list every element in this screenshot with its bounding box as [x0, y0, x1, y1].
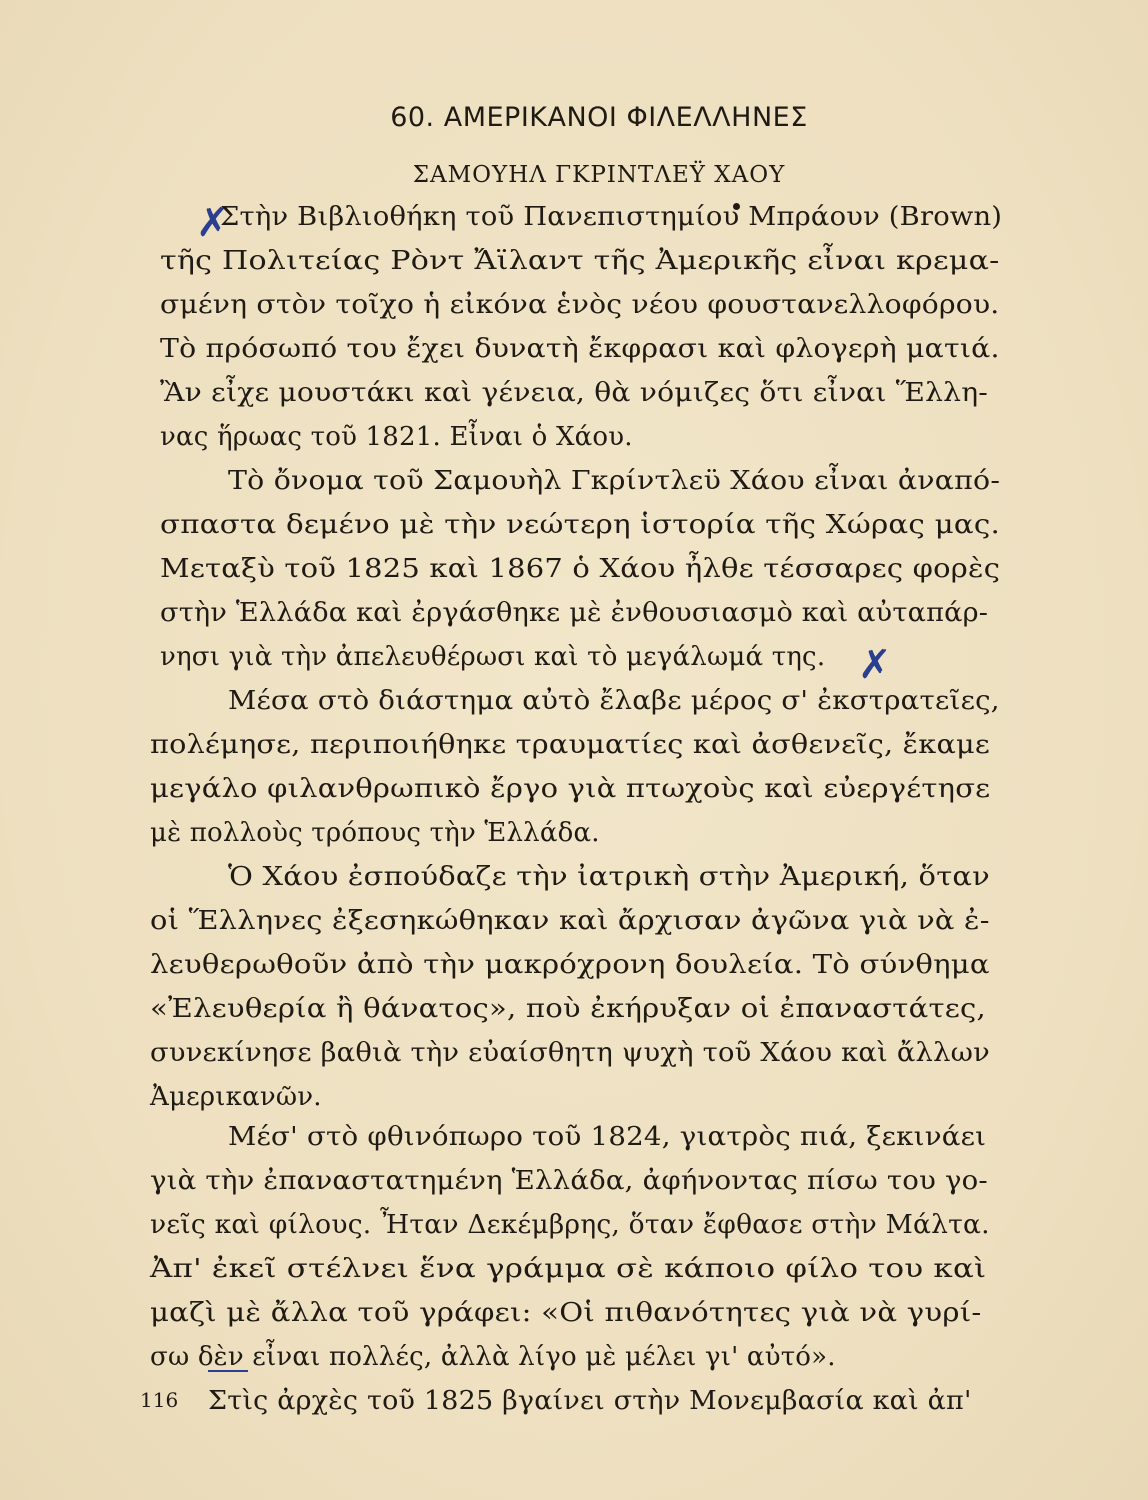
- text-line: Τὸ πρόσωπό του ἔχει δυνατὴ ἔκφρασι καὶ φλογερὴ ματιά.: [160, 334, 1000, 364]
- text-line: Στὴν Βιβλιοθήκη τοῦ Πανεπιστημίου Μπράουν (Brown): [220, 202, 1003, 232]
- text-line: Μεταξὺ τοῦ 1825 καὶ 1867 ὁ Χάου ἦλθε τέσσαρες φορὲς: [160, 554, 1001, 584]
- text-line: σω δὲν εἶναι πολλές, ἀλλὰ λίγο μὲ μέλει γι' αὐτό».: [150, 1342, 836, 1372]
- text-line: Τὸ ὄνομα τοῦ Σαμουὴλ Γκρίντλεϋ Χάου εἶναι ἀναπό-: [228, 466, 1001, 496]
- text-line: τῆς Πολιτείας Ρὸντ Ἄϊλαντ τῆς Ἀμερικῆς εἶναι κρεμα-: [160, 246, 1000, 276]
- text-line: σπαστα δεμένο μὲ τὴν νεώτερη ἱστορία τῆς Χώρας μας.: [160, 510, 1001, 540]
- chapter-subheading: ΣΑΜΟΥΗΛ ΓΚΡΙΝΤΛΕΫ ΧΑΟΥ: [412, 162, 786, 188]
- text-line: συνεκίνησε βαθιὰ τὴν εὐαίσθητη ψυχὴ τοῦ Χάου καὶ ἄλλων: [150, 1038, 990, 1068]
- handwritten-mark-icon: ✗: [858, 642, 892, 688]
- text-line: νας ἥρωας τοῦ 1821. Εἶναι ὁ Χάου.: [160, 422, 633, 452]
- text-line: οἱ Ἕλληνες ἐξεσηκώθηκαν καὶ ἄρχισαν ἀγῶνα γιὰ νὰ ἐ-: [150, 906, 990, 936]
- text-line: λευθερωθοῦν ἀπὸ τὴν μακρόχρονη δουλεία. Τὸ σύνθημα: [150, 950, 990, 980]
- text-line: νεῖς καὶ φίλους. Ἦταν Δεκέμβρης, ὅταν ἔφθασε στὴν Μάλτα.: [150, 1210, 990, 1240]
- text-line: μαζὶ μὲ ἄλλα τοῦ γράφει: «Οἱ πιθανότητες γιὰ νὰ γυρί-: [150, 1298, 982, 1328]
- text-line: Ἀπ' ἐκεῖ στέλνει ἕνα γράμμα σὲ κάποιο φίλο του καὶ: [150, 1254, 987, 1284]
- text-line: Μέσα στὸ διάστημα αὐτὸ ἔλαβε μέρος σ' ἐκστρατεῖες,: [228, 686, 1000, 716]
- text-line: Ἂν εἶχε μουστάκι καὶ γένεια, θὰ νόμιζες ὅτι εἶναι Ἕλλη-: [160, 378, 989, 408]
- text-line: μὲ πολλοὺς τρόπους τὴν Ἑλλάδα.: [150, 818, 600, 848]
- text-line: πολέμησε, περιποιήθηκε τραυματίες καὶ ἀσθενεῖς, ἔκαμε: [150, 730, 991, 760]
- handwritten-mark-icon: ✗: [196, 200, 230, 246]
- text-line: Ὁ Χάου ἐσπούδαζε τὴν ἰατρικὴ στὴν Ἀμερική, ὅταν: [228, 862, 990, 892]
- text-line: Στὶς ἀρχὲς τοῦ 1825 βγαίνει στὴν Μονεμβασία καὶ ἀπ': [208, 1386, 972, 1416]
- text-line: Μέσ' στὸ φθινόπωρο τοῦ 1824, γιατρὸς πιά, ξεκινάει: [228, 1122, 987, 1152]
- text-line: γιὰ τὴν ἐπαναστατημένη Ἑλλάδα, ἀφήνοντας πίσω του γο-: [150, 1166, 988, 1196]
- text-line: στὴν Ἑλλάδα καὶ ἐργάσθηκε μὲ ἐνθουσιασμὸ καὶ αὐταπάρ-: [160, 598, 989, 628]
- text-line: μεγάλο φιλανθρωπικὸ ἔργο γιὰ πτωχοὺς καὶ εὐεργέτησε: [150, 774, 991, 804]
- chapter-heading: 60. ΑΜΕΡΙΚΑΝΟΙ ΦΙΛΕΛΛΗΝΕΣ: [390, 102, 808, 133]
- page-number: 116: [140, 1388, 179, 1412]
- text-line: σμένη στὸν τοῖχο ἡ εἰκόνα ἑνὸς νέου φουστανελλοφόρου.: [160, 290, 1000, 320]
- text-line: νησι γιὰ τὴν ἀπελευθέρωσι καὶ τὸ μεγάλωμά της.: [160, 642, 826, 672]
- text-line: «Ἐλευθερία ἢ θάνατος», ποὺ ἐκήρυξαν οἱ ἐπαναστάτες,: [150, 994, 986, 1024]
- text-line: Ἀμερικανῶν.: [150, 1082, 322, 1112]
